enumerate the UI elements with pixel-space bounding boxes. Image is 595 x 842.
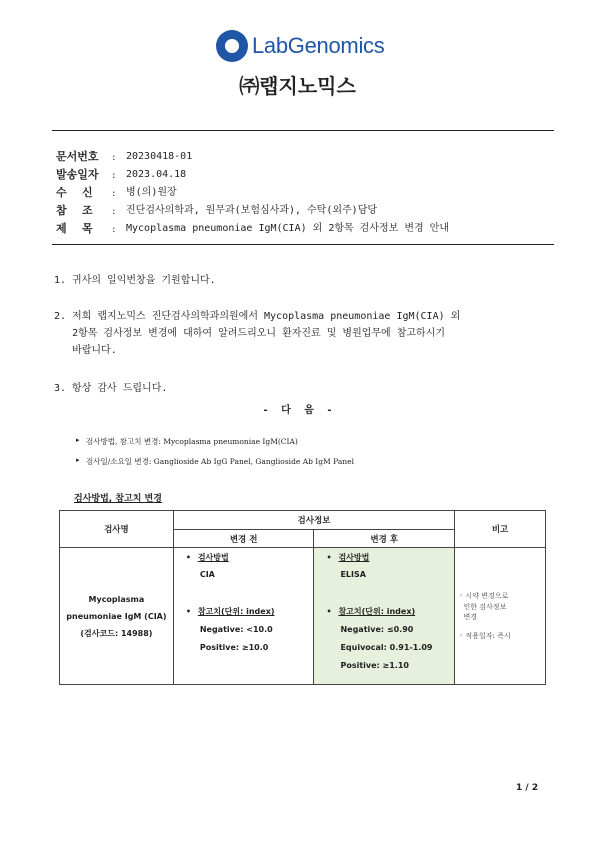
header-divider (52, 130, 554, 131)
arrow-bullet-icon: ▸ (76, 436, 80, 444)
test-name-cell (60, 548, 174, 685)
logo-text: LabGenomics (252, 33, 385, 58)
before-ref-value: Negative: <10.0 (199, 625, 273, 634)
bullet-text: 검사방법, 참고치 변경: Mycoplasma pneumoniae IgM(CIA) (86, 437, 298, 446)
section-title: 검사방법, 참고치 변경 (74, 494, 162, 504)
meta-row-subject: 제 목 : Mycoplasma pneumoniae IgM(CIA) 외 2항목 검사정보 변경 안내 (56, 220, 449, 238)
header-after: 변경 후 (314, 530, 455, 548)
after-method: ELISA (340, 570, 366, 579)
header-test-info: 검사정보 (173, 511, 454, 530)
note-cell (455, 548, 546, 685)
meta-label: 참 조 (56, 204, 93, 217)
bullet-text: 검사일/소요일 변경: Ganglioside Ab IgG Panel, Ganglioside Ab IgM Panel (86, 457, 354, 466)
test-name-line: pneumoniae IgM (CIA) (66, 611, 167, 621)
ref-heading: • 참고치(단위: index) (326, 607, 416, 616)
before-method: CIA (199, 570, 215, 579)
meta-row-send-date: 발송일자 : 2023.04.18 (56, 166, 186, 184)
meta-divider (52, 244, 554, 245)
test-name-line: Mycoplasma (88, 594, 145, 604)
header-note: 비고 (455, 511, 546, 548)
paragraph-3: 3. 항상 감사 드립니다. (54, 383, 168, 394)
test-info-table (59, 510, 546, 685)
paragraph-1: 1. 귀사의 일익번창을 기원합니다. (54, 275, 216, 286)
meta-label: 문서번호 (56, 150, 99, 163)
method-heading: • 검사방법 (185, 553, 229, 562)
after-ref-value: Positive: ≥1.10 (340, 661, 409, 670)
list-item (76, 456, 354, 467)
arrow-bullet-icon: ▸ (76, 456, 80, 464)
labgenomics-logo-icon (216, 30, 248, 62)
company-logo (216, 28, 384, 64)
meta-value: 병(의)원장 (126, 187, 177, 198)
company-name: ㈜랩지노믹스 (239, 74, 356, 98)
ref-heading: • 참고치(단위: index) (185, 607, 275, 616)
after-ref-value: Negative: ≤0.90 (340, 625, 414, 634)
list-item (76, 436, 298, 447)
paragraph-2: 2. 저희 랩지노믹스 진단검사의학과의원에서 Mycoplasma pneumoniae IgM(CIA) 외 2항목 검사정보 변경에 대하여 알려드리오니 환자진료 및 병원업무에 참고하시기 바랍니다. (54, 311, 461, 356)
meta-row-recipient: 수 신 : 병(의)원장 (56, 184, 177, 202)
header-before: 변경 전 (173, 530, 314, 548)
test-code: (검사코드: 14988) (80, 628, 153, 638)
meta-label: 발송일자 (56, 168, 99, 181)
before-cell (173, 548, 314, 685)
meta-label: 수 신 (56, 186, 93, 199)
meta-row-reference: 참 조 : 진단검사의학과, 원무과(보험심사과), 수탁(외주)담당 (56, 202, 377, 220)
method-heading: • 검사방법 (326, 553, 370, 562)
note-text: ◦ 시약 변경으로 인한 검사정보 변경 (459, 592, 509, 621)
header-test-name: 검사명 (60, 511, 174, 548)
meta-value: 진단검사의학과, 원무과(보험심사과), 수탁(외주)담당 (126, 205, 378, 216)
page-number: 1 / 2 (516, 783, 539, 793)
after-cell (314, 548, 455, 685)
after-ref-value: Equivocal: 0.91-1.09 (340, 643, 433, 652)
note-text: ◦ 적용일자: 즉시 (459, 631, 511, 640)
meta-value: 20230418-01 (126, 151, 193, 162)
meta-value: 2023.04.18 (126, 169, 187, 180)
meta-value: Mycoplasma pneumoniae IgM(CIA) 외 2항목 검사정보 변경 안내 (126, 223, 449, 234)
before-ref-value: Positive: ≥10.0 (199, 643, 269, 652)
meta-label: 제 목 (56, 222, 93, 235)
da-eum-heading: - 다 음 - (263, 405, 332, 416)
meta-row-doc-number: 문서번호 : 20230418-01 (56, 148, 192, 166)
